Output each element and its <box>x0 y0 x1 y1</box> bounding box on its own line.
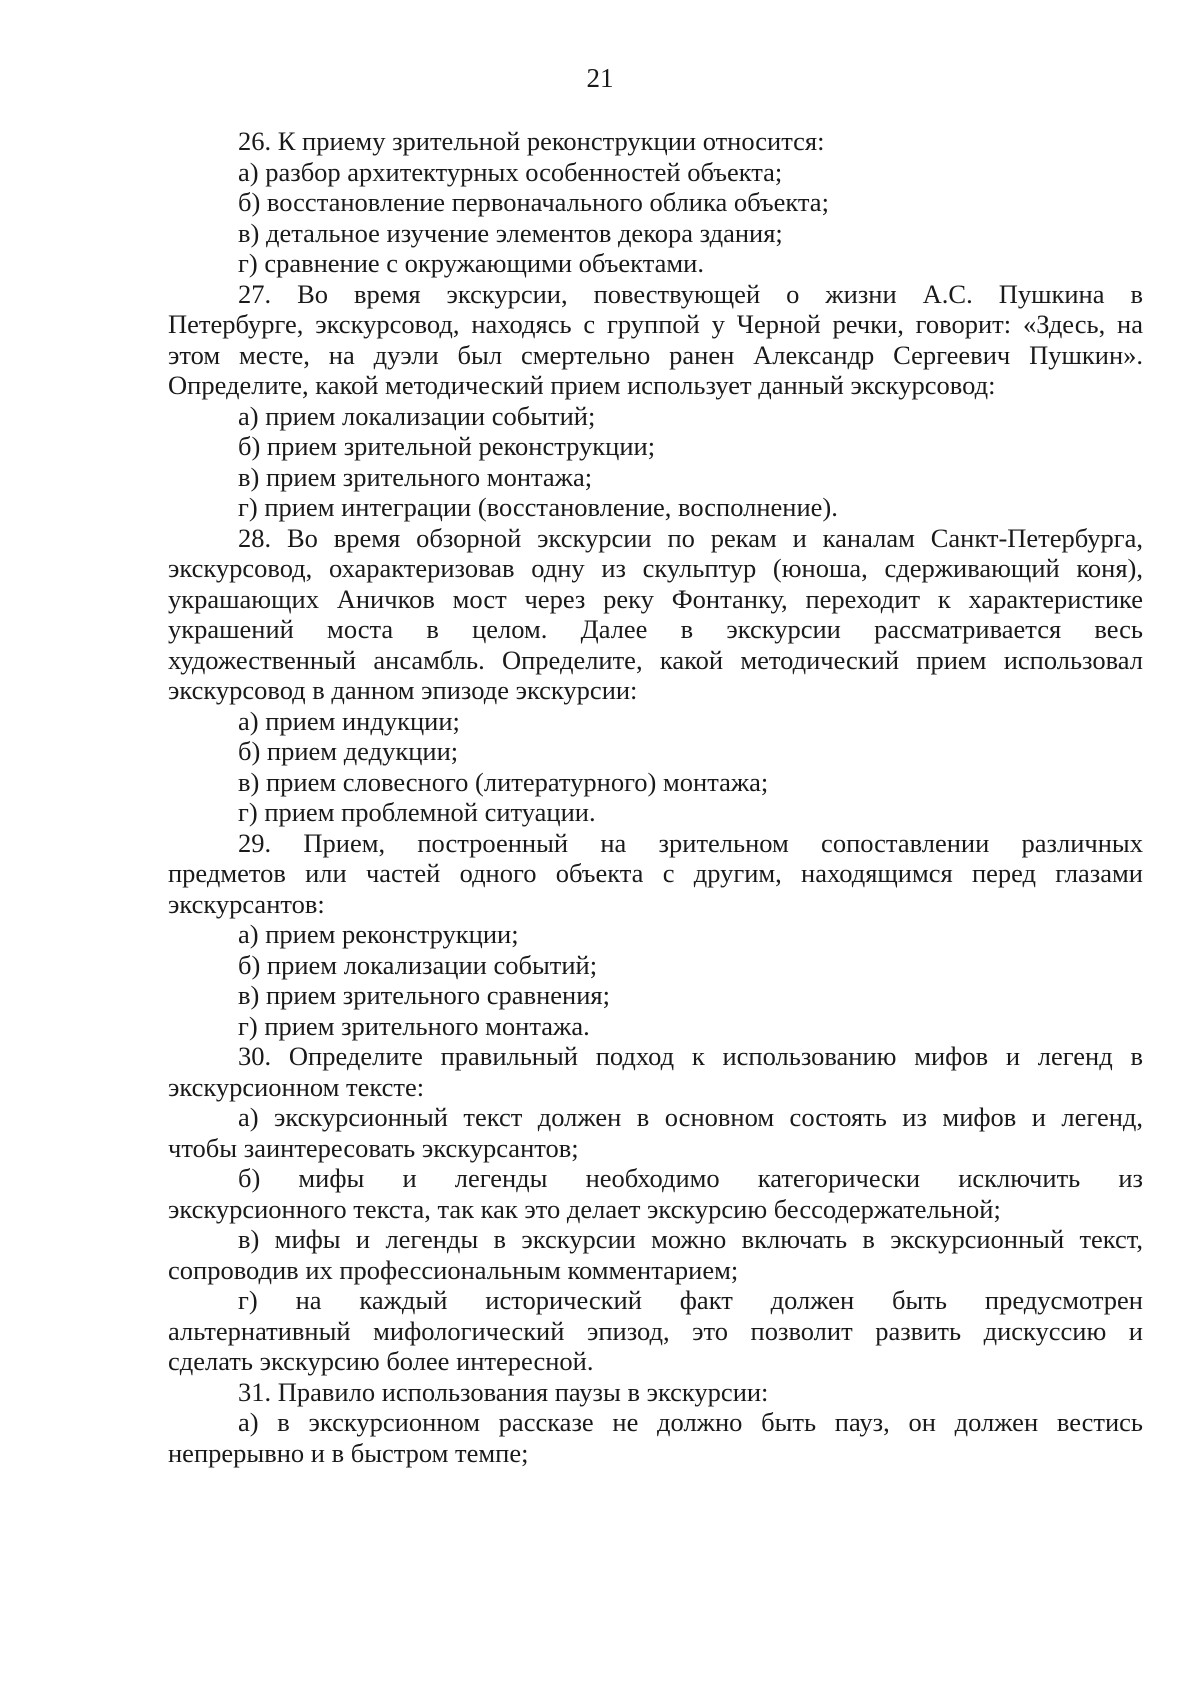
text-line: альтернативный мифологический эпизод, это позволит развить дискуссию и <box>168 1315 1143 1346</box>
text-line: в) прием зрительного монтажа; <box>238 461 593 492</box>
text-line: г) прием интеграции (восстановление, восполнение). <box>238 492 838 522</box>
text-line: экскурсовод в данном эпизоде экскурсии: <box>168 675 638 705</box>
text-line: б) мифы и легенды необходимо категорически исключить из <box>238 1163 1143 1193</box>
text-line: г) прием зрительного монтажа. <box>238 1010 590 1041</box>
text-line: 30. Определите правильный подход к использованию мифов и легенд в <box>238 1041 1143 1071</box>
text-line: непрерывно и в быстром темпе; <box>168 1437 529 1468</box>
text-line: художественный ансамбль. Определите, какой методический прием использовал <box>168 644 1143 675</box>
text-line: г) прием проблемной ситуации. <box>238 797 596 827</box>
text-line: в) мифы и легенды в экскурсии можно включать в экскурсионный текст, <box>238 1224 1143 1254</box>
text-line: 26. К приему зрительной реконструкции относится: <box>238 126 825 156</box>
text-line: а) экскурсионный текст должен в основном состоять из мифов и легенд, <box>238 1102 1143 1132</box>
text-line: экскурсантов: <box>168 888 325 919</box>
text-line: сделать экскурсию более интересной. <box>168 1346 594 1376</box>
text-line: б) прием зрительной реконструкции; <box>238 431 656 461</box>
text-line: г) сравнение с окружающими объектами. <box>238 248 704 278</box>
text-line: а) прием локализации событий; <box>238 400 596 431</box>
text-line: экскурсовод, охарактеризовав одну из скульптур (юноша, сдерживающий коня), <box>168 553 1143 583</box>
text-line: а) разбор архитектурных особенностей объекта; <box>238 156 783 187</box>
text-line: б) прием локализации событий; <box>238 949 598 980</box>
text-line: б) прием дедукции; <box>238 736 459 766</box>
text-line: экскурсионного текста, так как это делает экскурсию бессодержательной; <box>168 1193 1001 1224</box>
text-line: 27. Во время экскурсии, повествующей о жизни А.С. Пушкина в <box>238 278 1143 309</box>
text-line: украшений моста в целом. Далее в экскурсии рассматривается весь <box>168 614 1143 644</box>
text-line: а) прием реконструкции; <box>238 919 519 949</box>
text-line: экскурсионном тексте: <box>168 1071 425 1102</box>
text-line: в) прием словесного (литературного) монтажа; <box>238 766 769 797</box>
text-line: 29. Прием, построенный на зрительном сопоставлении различных <box>238 827 1143 858</box>
text-line: б) восстановление первоначального облика объекта; <box>238 187 829 217</box>
text-line: предметов или частей одного объекта с другим, находящимся перед глазами <box>168 858 1143 888</box>
text-line: в) прием зрительного сравнения; <box>238 980 610 1010</box>
text-line: г) на каждый исторический факт должен быть предусмотрен <box>238 1285 1143 1315</box>
text-line: 28. Во время обзорной экскурсии по рекам и каналам Санкт-Петербурга, <box>238 522 1143 553</box>
text-line: в) детальное изучение элементов декора здания; <box>238 217 783 248</box>
text-line: а) в экскурсионном рассказе не должно быть пауз, он должен вестись <box>238 1407 1143 1437</box>
page-number: 21 <box>586 63 614 93</box>
text-line: этом месте, на дуэли был смертельно ранен Александр Сергеевич Пушкин». <box>168 339 1143 370</box>
text-line: 31. Правило использования паузы в экскурсии: <box>238 1376 769 1407</box>
text-line: чтобы заинтересовать экскурсантов; <box>168 1132 579 1163</box>
text-line: Петербурге, экскурсовод, находясь с группой у Черной речки, говорит: «Здесь, на <box>168 309 1143 339</box>
text-line: сопроводив их профессиональным комментарием; <box>168 1254 739 1285</box>
document-body <box>168 126 1143 1468</box>
text-line: Определите, какой методический прием использует данный экскурсовод: <box>168 370 996 400</box>
text-line: украшающих Аничков мост через реку Фонтанку, переходит к характеристике <box>168 583 1143 614</box>
text-line: а) прием индукции; <box>238 705 460 736</box>
